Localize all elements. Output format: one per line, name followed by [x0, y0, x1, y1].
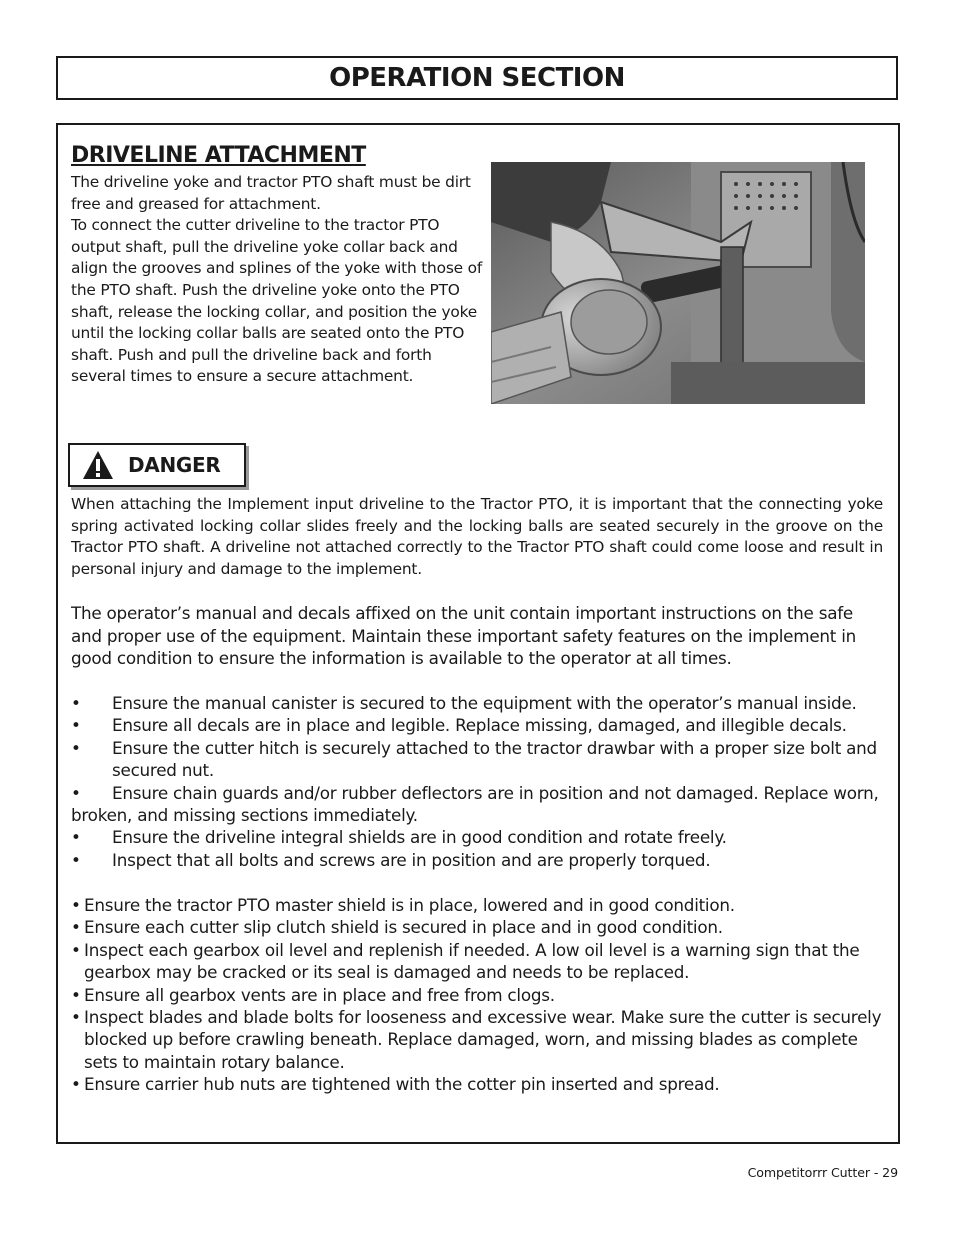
danger-box: [68, 443, 246, 487]
bullet: •: [71, 895, 81, 915]
bullet: •: [71, 939, 81, 960]
list-item: • Ensure the driveline integral shields are in good condition and rotate freely.: [71, 827, 727, 848]
manual-paragraph: The operator’s manual and decals affixed on the unit contain important instructions on the safe and proper use of the equipment. Maintain these important safety features on the implement in good condition to ensure the information is available to the operator at all times.: [71, 603, 857, 669]
danger-label: DANGER: [128, 453, 221, 477]
bullet: •: [71, 984, 81, 1005]
intro-paragraph-2: To connect the cutter driveline to the tractor PTO output shaft, pull the driveline yoke collar back and align the grooves and splines of the yoke with those of the PTO shaft. Push the driveline yoke onto the PTO shaft, release the locking collar, and position the yoke until the locking collar balls are seated onto the PTO shaft. Push and pull the driveline back and forth several times to ensure a secure attachment.: [71, 216, 483, 386]
driveline-photo: [491, 162, 865, 404]
page-footer: Competitorrr Cutter - 29: [747, 1165, 898, 1180]
bullet: •: [71, 827, 81, 848]
bullet: •: [71, 917, 81, 938]
list-item: • Ensure all gearbox vents are in place and free from clogs.: [71, 984, 555, 1005]
bullet: •: [71, 1074, 81, 1095]
list-item: • Ensure each cutter slip clutch shield is secured in place and in good condition.: [71, 917, 723, 938]
subsection-title: DRIVELINE ATTACHMENT: [71, 143, 366, 168]
list-item: • Ensure chain guards and/or rubber deflectors are in position and not damaged. Replace worn, broken, and missing sections immediately.: [71, 782, 879, 826]
list-item: • Ensure all decals are in place and legible. Replace missing, damaged, and illegible decals.: [71, 715, 847, 736]
list-item: • Inspect each gearbox oil level and replenish if needed. A low oil level is a warning sign that the gearbox may be cracked or its seal is damaged and needs to be replaced.: [71, 939, 860, 983]
bullet: •: [71, 782, 81, 803]
intro-paragraph-1: The driveline yoke and tractor PTO shaft must be dirt free and greased for attachment.: [71, 173, 471, 213]
driveline-photo-illustration: [491, 162, 865, 404]
list-item: • Ensure the manual canister is secured to the equipment with the operator’s manual inside.: [71, 693, 857, 713]
checklist-a: [71, 692, 883, 871]
list-item: • Inspect blades and blade bolts for looseness and excessive wear. Make sure the cutter is securely blocked up before crawling beneath. Replace damaged, worn, and missing blades as complete sets to maintain rotary balance.: [71, 1007, 882, 1072]
section-title: OPERATION SECTION: [329, 63, 625, 93]
list-item: • Inspect that all bolts and screws are in position and are properly torqued.: [71, 849, 711, 870]
list-item: • Ensure carrier hub nuts are tightened with the cotter pin inserted and spread.: [71, 1074, 720, 1095]
bullet: •: [71, 737, 81, 758]
bullet: •: [71, 693, 81, 713]
list-item: • Ensure the cutter hitch is securely attached to the tractor drawbar with a proper size bolt and secured nut.: [71, 737, 877, 781]
bullet: •: [71, 849, 81, 870]
bullet: •: [71, 1007, 81, 1028]
section-header: [56, 56, 898, 100]
warning-triangle-icon: [82, 450, 114, 480]
list-item: • Ensure the tractor PTO master shield is in place, lowered and in good condition.: [71, 895, 735, 915]
checklist-b: [71, 894, 883, 1096]
danger-text: When attaching the Implement input driveline to the Tractor PTO, it is important that the connecting yoke spring activated locking collar slides freely and the locking balls are seated securely in the groove on the Tractor PTO shaft. A driveline not attached correctly to the Tractor PTO shaft could come loose and result in personal injury and damage to the implement.: [71, 495, 883, 578]
intro-text: [71, 172, 485, 388]
bullet: •: [71, 715, 81, 736]
